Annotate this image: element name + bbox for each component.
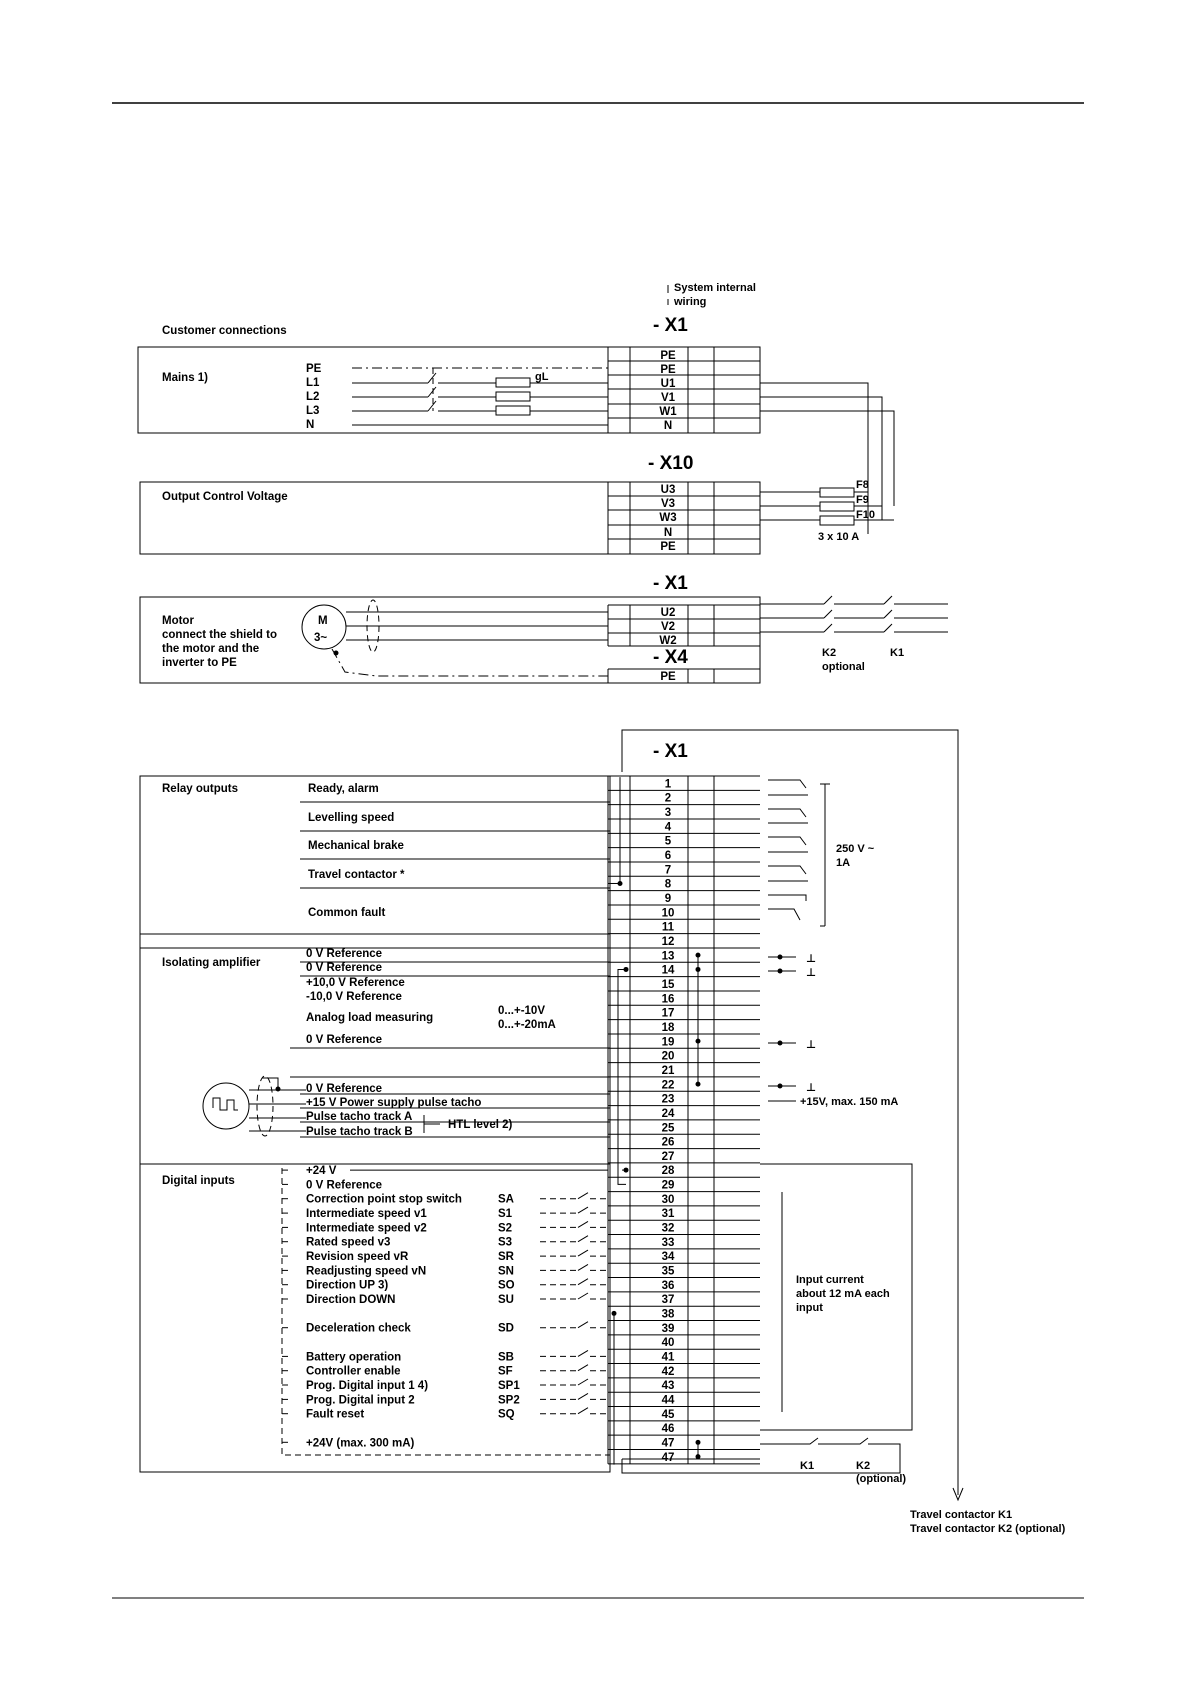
supply-note: +15V, max. 150 mA: [800, 1096, 899, 1108]
ground-icon: ⊥: [806, 1039, 817, 1051]
digital-signal: Intermediate speed v2: [306, 1222, 427, 1235]
control-terminal: 23: [661, 1093, 675, 1106]
digital-signal: Correction point stop switch: [306, 1193, 462, 1206]
control-terminal: 37: [661, 1294, 675, 1307]
tacho-signal: Pulse tacho track B: [306, 1126, 413, 1138]
input-current-note: input: [796, 1302, 823, 1314]
control-terminal: 32: [661, 1222, 675, 1235]
control-terminal: 8: [664, 878, 672, 891]
control-terminal: 45: [661, 1408, 675, 1421]
mains-terminal: N: [663, 420, 673, 432]
control-terminal-strip: [608, 776, 760, 1465]
bottom-k1: K1: [800, 1460, 815, 1472]
digital-input-rows: [282, 1165, 608, 1449]
control-terminal: 41: [661, 1351, 675, 1364]
control-terminal: 22: [661, 1079, 675, 1092]
contactor-k2: K2: [822, 647, 837, 659]
relay-title: Relay outputs: [162, 783, 239, 795]
motor-label-line: Motor: [162, 615, 194, 627]
mains-wire-l2: L2: [306, 391, 320, 403]
bottom-k2: K2: [856, 1460, 871, 1472]
analog-range: 0...+-20mA: [498, 1019, 556, 1031]
iso-title: Isolating amplifier: [162, 957, 261, 969]
digital-signal: Revision speed vR: [306, 1251, 409, 1264]
switch-code: SD: [498, 1322, 514, 1335]
motor-label-line: inverter to PE: [162, 657, 237, 669]
digital-signal: Prog. Digital input 2: [306, 1394, 415, 1407]
fuse-f9: F9: [856, 494, 869, 506]
x4-terminal: PE: [660, 671, 676, 683]
travel-note: Travel contactor K1: [910, 1509, 1013, 1521]
digital-signal: Prog. Digital input 1 4): [306, 1380, 429, 1392]
control-terminal: 1: [664, 778, 672, 791]
digital-signal: Fault reset: [306, 1408, 365, 1421]
control-terminal: 26: [661, 1136, 675, 1149]
mains-fuse-label: gL: [535, 371, 549, 383]
motor-header: - X1: [653, 573, 688, 594]
tacho-signal: +15 V Power supply pulse tacho: [306, 1097, 482, 1109]
motor-phase: 3~: [314, 632, 328, 644]
control-block: [140, 730, 1066, 1535]
mains-wire-pe: PE: [306, 363, 322, 375]
control-terminal: 46: [661, 1423, 675, 1436]
control-terminal: 34: [661, 1251, 675, 1264]
switch-code: SP1: [498, 1380, 520, 1392]
mains-terminal: U1: [660, 378, 676, 390]
htl-note: HTL level 2): [448, 1119, 513, 1131]
switch-code: SU: [498, 1294, 514, 1306]
relay-contacts: [768, 780, 830, 926]
ground-icon: ⊥: [806, 953, 817, 965]
mains-wire-l1: L1: [306, 377, 320, 389]
control-terminal: 33: [661, 1236, 675, 1249]
relay-signal: Levelling speed: [308, 812, 395, 824]
control-terminal: 31: [661, 1208, 675, 1221]
x10-header: - X10: [648, 453, 694, 474]
control-terminal: 3: [664, 807, 672, 819]
motor-block: [140, 573, 948, 683]
control-terminal: 13: [661, 950, 675, 963]
input-current-note: about 12 mA each: [796, 1288, 890, 1300]
motor-terminal: W2: [659, 635, 677, 647]
tacho-signal: 0 V Reference: [306, 1083, 383, 1095]
switch-code: SB: [498, 1351, 514, 1364]
digital-signal: Deceleration check: [306, 1322, 411, 1335]
analog-range: 0...+-10V: [498, 1005, 545, 1017]
control-terminal: 43: [661, 1380, 675, 1393]
customer-connections-title: Customer connections: [162, 325, 287, 337]
travel-note: Travel contactor K2 (optional): [910, 1523, 1066, 1535]
motor-label-line: the motor and the: [162, 643, 260, 655]
digital-signal: Intermediate speed v1: [306, 1208, 427, 1221]
digital-signal: Battery operation: [306, 1351, 402, 1364]
relay-signal: Common fault: [308, 907, 386, 919]
switch-code: S1: [498, 1208, 513, 1221]
control-terminal: 35: [661, 1265, 675, 1278]
control-terminal: 44: [661, 1394, 675, 1407]
switch-code: SQ: [498, 1408, 515, 1421]
motor-m: M: [318, 615, 328, 627]
ground-icon: ⊥: [806, 967, 817, 979]
control-terminal: 39: [661, 1322, 675, 1335]
control-terminal: 21: [661, 1064, 675, 1077]
relay-signal: Mechanical brake: [308, 840, 404, 852]
reference-ground-marks: [768, 953, 898, 1108]
control-terminal: 24: [661, 1107, 675, 1120]
control-terminal: 12: [661, 936, 675, 948]
input-current-note: Input current: [796, 1274, 864, 1286]
relay-signal: Travel contactor *: [308, 869, 405, 881]
control-terminal: 18: [661, 1021, 675, 1034]
x10-terminal: N: [663, 527, 673, 539]
control-terminal: 28: [661, 1165, 675, 1178]
control-terminal: 42: [661, 1365, 675, 1378]
switch-code: SN: [498, 1265, 514, 1278]
ground-icon: ⊥: [806, 1082, 817, 1094]
control-terminal: 20: [661, 1050, 675, 1063]
mains-header: - X1: [653, 315, 688, 336]
control-header: - X1: [653, 741, 688, 762]
contactor-k1: K1: [890, 647, 905, 659]
digital-signal: 0 V Reference: [306, 1179, 383, 1192]
digital-signal: Readjusting speed vN: [306, 1265, 427, 1278]
control-terminal: 9: [664, 893, 672, 905]
switch-code: S3: [498, 1236, 513, 1249]
control-terminal: 19: [661, 1036, 675, 1049]
control-terminal: 40: [661, 1337, 675, 1350]
control-terminal: 6: [664, 850, 672, 862]
iso-signal: -10,0 V Reference: [306, 991, 402, 1003]
relay-rating: 1A: [836, 857, 851, 869]
fuse-f8: F8: [856, 479, 869, 491]
x10-terminal: W3: [659, 512, 677, 524]
mains-label: Mains 1): [162, 372, 209, 384]
control-terminal: 7: [664, 864, 672, 877]
bottom-k2-note: (optional): [856, 1473, 907, 1485]
legend: [668, 282, 756, 308]
control-terminal: 47: [661, 1451, 675, 1464]
digital-signal: +24 V: [306, 1165, 337, 1178]
switch-code: SR: [498, 1251, 514, 1264]
pulse-tacho-icon: [203, 1083, 249, 1129]
control-terminal: 10: [661, 907, 675, 920]
tacho-signal: Pulse tacho track A: [306, 1111, 413, 1123]
control-terminal: 17: [661, 1007, 675, 1020]
iso-signal: 0 V Reference: [306, 962, 383, 974]
fuse-f10: F10: [856, 509, 875, 521]
control-terminal: 4: [664, 821, 672, 834]
motor-label-line: connect the shield to: [162, 629, 278, 641]
control-terminal: 14: [661, 964, 675, 977]
x4-header: - X4: [653, 647, 688, 668]
mains-terminal: PE: [660, 350, 676, 362]
switch-code: SF: [498, 1365, 513, 1378]
control-terminal: 47: [661, 1437, 675, 1450]
control-terminal: 2: [664, 792, 672, 805]
control-terminal: 15: [661, 979, 675, 991]
motor-terminal: V2: [660, 621, 676, 633]
iso-signal: 0 V Reference: [306, 948, 383, 960]
switch-code: SO: [498, 1279, 515, 1292]
mains-wire-l3: L3: [306, 405, 320, 417]
control-terminal: 16: [661, 993, 675, 1006]
relay-signal: Ready, alarm: [308, 783, 379, 795]
control-terminal: 30: [661, 1193, 675, 1206]
x10-terminal: PE: [660, 541, 676, 553]
control-terminal: 36: [661, 1279, 675, 1292]
switch-code: S2: [498, 1222, 513, 1235]
legend-line2: wiring: [674, 296, 707, 308]
control-terminal: 29: [661, 1179, 675, 1192]
digital-signal: Direction UP 3): [306, 1279, 389, 1292]
digital-signal: Direction DOWN: [306, 1294, 396, 1306]
control-terminal: 5: [664, 835, 672, 848]
iso-signal: Analog load measuring: [306, 1012, 434, 1024]
mains-terminal: W1: [659, 406, 677, 418]
digital-signal: Rated speed v3: [306, 1236, 391, 1249]
legend-line1: System internal: [674, 282, 756, 294]
output-control-label: Output Control Voltage: [162, 491, 288, 503]
motor-terminal: U2: [660, 607, 676, 619]
iso-signal: +10,0 V Reference: [306, 977, 405, 989]
fuse-rating: 3 x 10 A: [818, 531, 860, 543]
mains-terminal: V1: [660, 392, 676, 404]
digital-signal: +24V (max. 300 mA): [306, 1437, 415, 1450]
mains-terminals: [608, 347, 760, 433]
contactor-k2-note: optional: [822, 661, 865, 673]
control-terminal: 11: [661, 921, 675, 934]
iso-signal: 0 V Reference: [306, 1034, 383, 1046]
digital-title: Digital inputs: [162, 1175, 235, 1187]
switch-code: SP2: [498, 1394, 520, 1407]
mains-wire-n: N: [306, 419, 315, 431]
control-terminal: 25: [661, 1122, 675, 1135]
switch-code: SA: [498, 1193, 514, 1206]
relay-rating: 250 V ~: [836, 843, 875, 855]
x10-terminal: U3: [660, 484, 676, 496]
output-control-block: [140, 453, 894, 554]
digital-signal: Controller enable: [306, 1365, 401, 1378]
mains-terminal: PE: [660, 364, 676, 376]
control-terminal: 27: [661, 1150, 675, 1163]
x10-terminal: V3: [660, 498, 676, 510]
control-terminal: 38: [661, 1308, 675, 1321]
